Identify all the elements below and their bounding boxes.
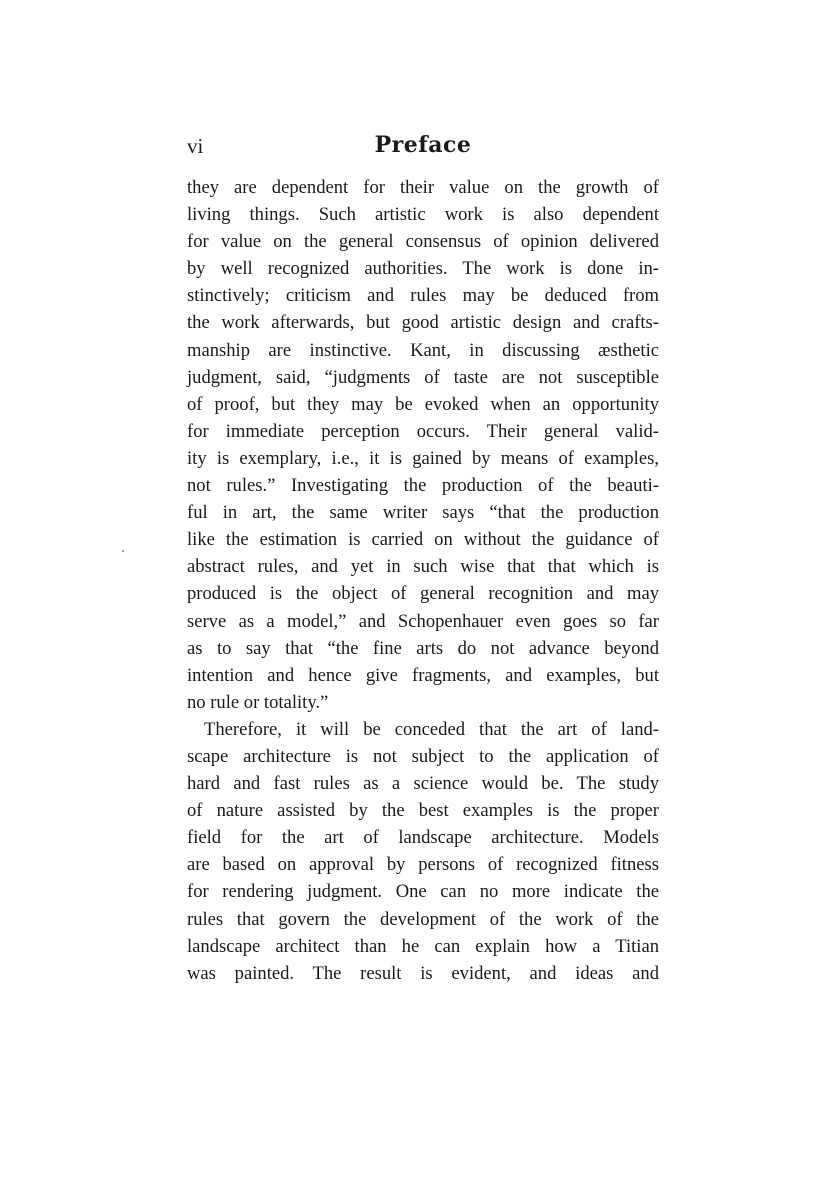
text-line: judgment, said, “judgments of taste are not susceptible [187, 366, 659, 388]
page-header [187, 130, 659, 166]
text-line: was painted. The result is evident, and ideas and [187, 962, 659, 984]
text-line: for immediate perception occurs. Their general valid- [187, 420, 659, 442]
running-head: Preface [374, 132, 472, 158]
text-line: scape architecture is not subject to the application of [187, 745, 659, 767]
text-line: produced is the object of general recognition and may [187, 583, 659, 605]
text-line: no rule or totality.” [187, 691, 329, 713]
text-line: of nature assisted by the best examples is the proper [187, 800, 659, 822]
text-line: ful in art, the same writer says “that the production [187, 502, 659, 524]
text-line: abstract rules, and yet in such wise that that which is [187, 556, 659, 578]
margin-speck [122, 550, 124, 552]
text-line: for value on the general consensus of opinion delivered [187, 231, 659, 253]
body-text [187, 174, 659, 987]
text-line: hard and fast rules as a science would be. The study [187, 773, 659, 795]
paragraph-1 [187, 174, 659, 716]
text-line: ity is exemplary, i.e., it is gained by means of examples, [187, 447, 659, 469]
text-line: the work afterwards, but good artistic design and crafts- [187, 312, 659, 334]
text-line: as to say that “the fine arts do not advance beyond [187, 637, 659, 659]
text-line: intention and hence give fragments, and examples, but [187, 664, 659, 686]
text-line: for rendering judgment. One can no more indicate the [187, 881, 659, 903]
text-line: manship are instinctive. Kant, in discussing æsthetic [187, 339, 659, 361]
text-line: not rules.” Investigating the production of the beauti- [187, 475, 659, 497]
text-line: by well recognized authorities. The work is done in- [187, 258, 659, 280]
text-line: serve as a model,” and Schopenhauer even goes so far [187, 610, 659, 632]
paragraph-2 [187, 716, 659, 987]
text-line: Therefore, it will be conceded that the art of land- [204, 718, 659, 740]
text-line: like the estimation is carried on without the guidance of [187, 529, 659, 551]
text-line: rules that govern the development of the work of the [187, 908, 659, 930]
page-number: vi [187, 134, 204, 158]
text-line: stinctively; criticism and rules may be deduced from [187, 285, 659, 307]
text-line: are based on approval by persons of recognized fitness [187, 854, 659, 876]
text-line: they are dependent for their value on the growth of [187, 177, 659, 198]
text-line: of proof, but they may be evoked when an opportunity [187, 393, 659, 415]
text-line: living things. Such artistic work is also dependent [187, 204, 659, 226]
text-line: field for the art of landscape architecture. Models [187, 827, 659, 849]
text-line: landscape architect than he can explain how a Titian [187, 935, 659, 957]
